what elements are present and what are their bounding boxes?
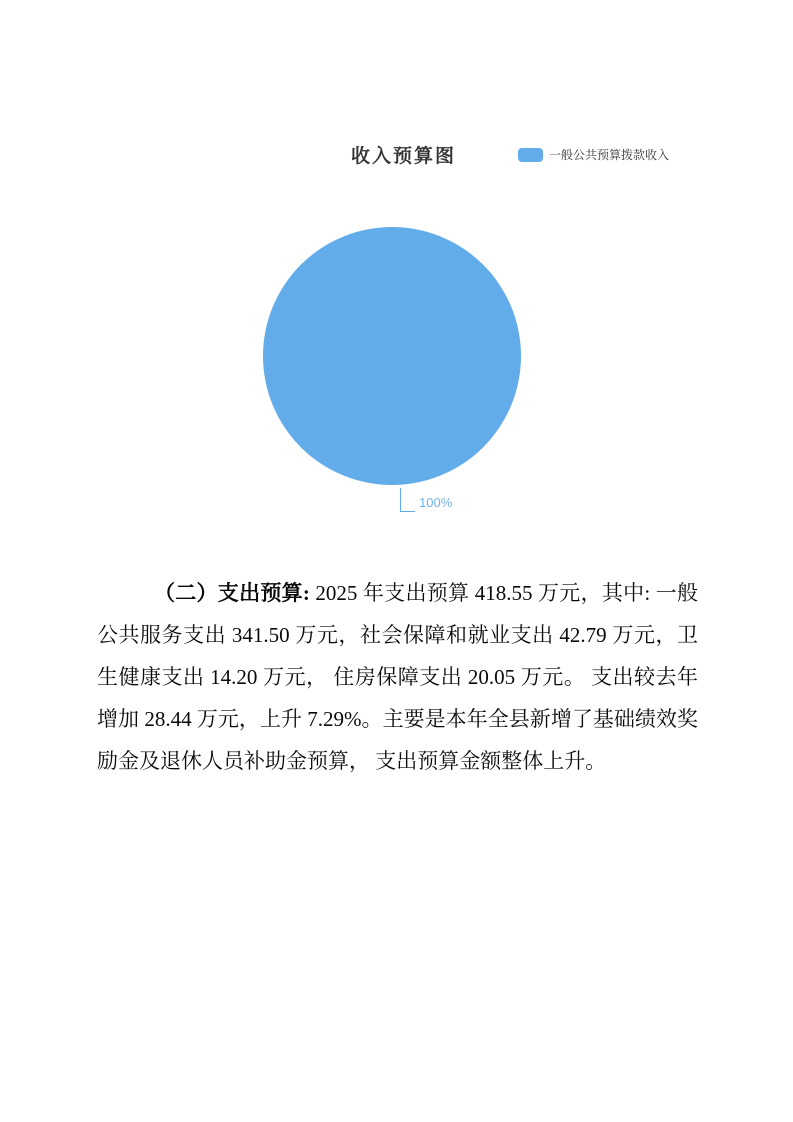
chart-title: 收入预算图	[351, 146, 457, 167]
paragraph-body: 2025 年支出预算 418.55 万元，其中: 一般公共服务支出 341.50 万元，社会保障和就业支出 42.79 万元，卫生健康支出 14.20 万元， 住房保障支出 20.05 万元。 支出较去年增加 28.44 万元，上升 7.29%。主要是本年全县新增了基础绩效奖励金及退休人员补助金预算， 支出预算金额整体上升。	[97, 581, 698, 773]
legend-label: 一般公共预算拨款收入	[549, 148, 670, 162]
chart-legend	[518, 146, 669, 163]
pie-slice-general-public-budget	[263, 227, 521, 485]
paragraph-text	[97, 572, 698, 782]
expenditure-budget-paragraph	[97, 572, 698, 782]
pie-percentage-label: 100%	[419, 495, 453, 510]
paragraph-lead-bold: （二）支出预算:	[154, 581, 310, 605]
pie-label-leader-line	[400, 488, 415, 512]
legend-swatch-icon	[518, 148, 543, 162]
